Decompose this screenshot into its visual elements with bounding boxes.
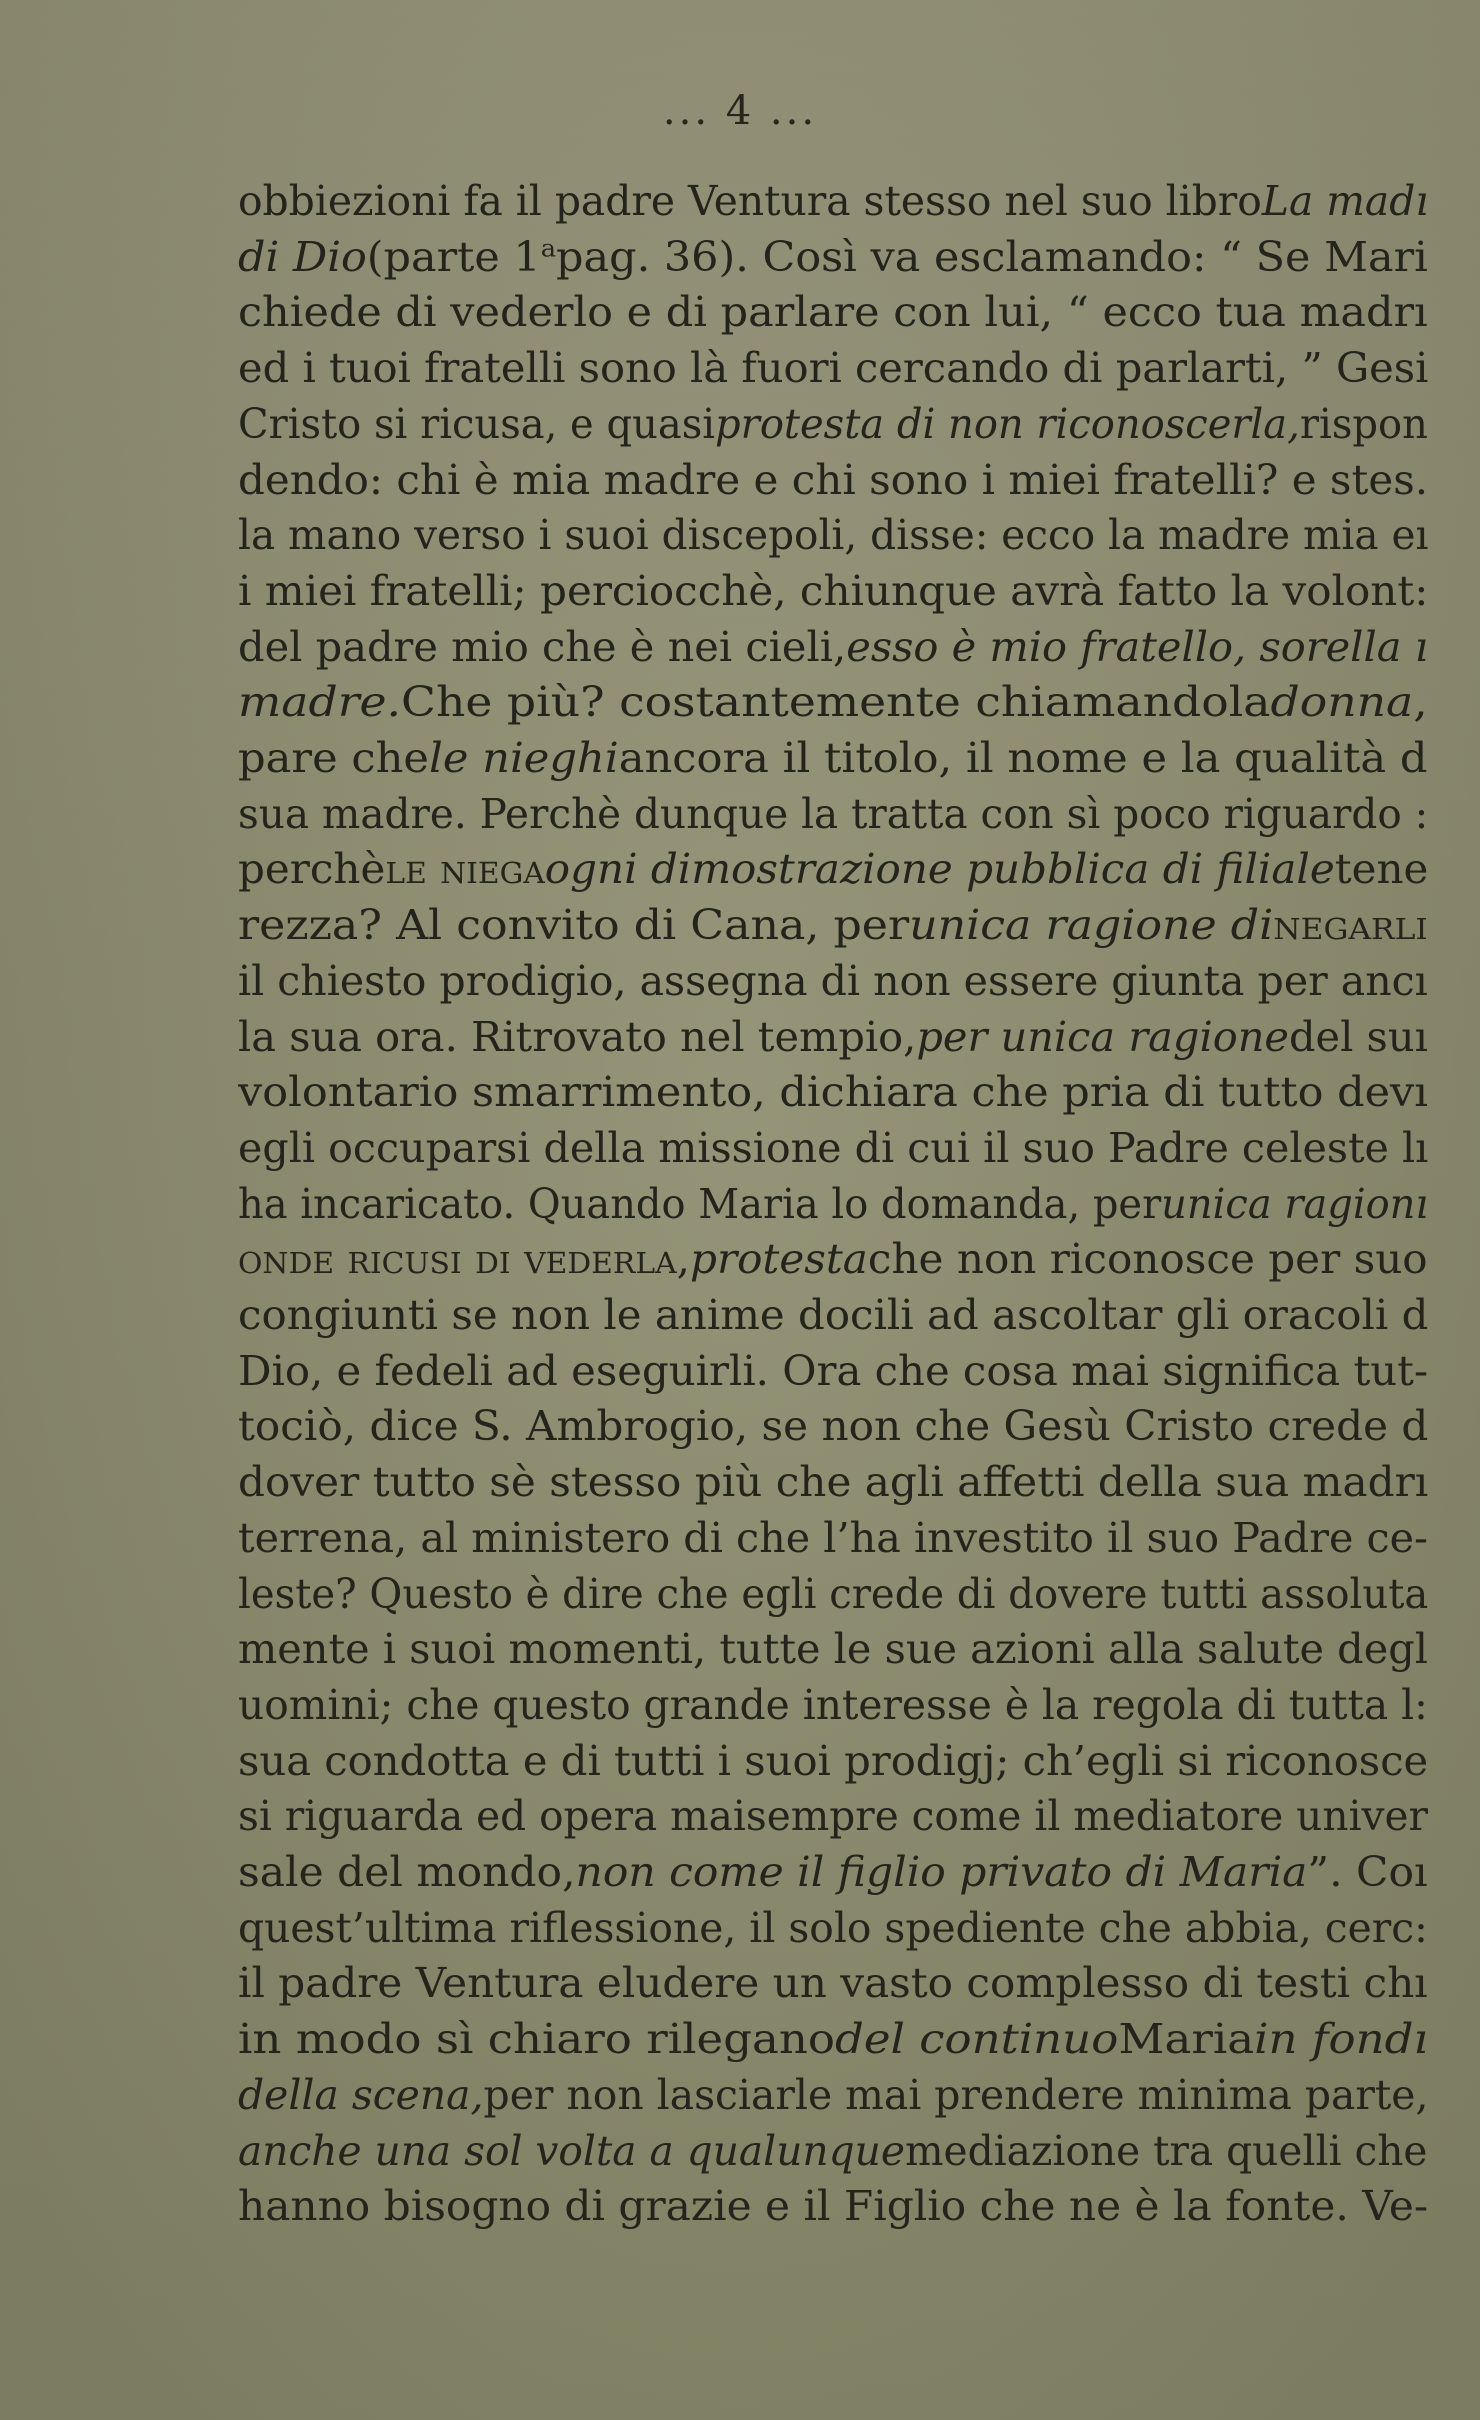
text-line bbox=[238, 1179, 1428, 1229]
italic-text: unica ragione di bbox=[909, 901, 1274, 950]
text-run: mediazione tra quelli che bbox=[904, 2126, 1428, 2175]
text-line bbox=[238, 1513, 1428, 1563]
text-run: mente i suoi momenti, tutte le sue azioni alla salute degl bbox=[238, 1625, 1428, 1674]
text-run: terrena, al ministero di che l’ha investito il suo Padre ce- bbox=[238, 1513, 1428, 1562]
text-run: si riguarda ed opera maisempre come il mediatore univer bbox=[238, 1792, 1428, 1841]
text-line bbox=[238, 232, 1428, 282]
text-line bbox=[238, 1401, 1428, 1451]
italic-text: in fondı bbox=[1254, 2015, 1428, 2064]
text-run: rezza? Al convito di Cana, per bbox=[238, 901, 910, 950]
text-run: in modo sì chiaro rilegano bbox=[238, 2015, 836, 2064]
text-run: dendo: chi è mia madre e chi sono i miei fratelli? e stes. bbox=[238, 455, 1428, 504]
text-line bbox=[238, 1290, 1428, 1340]
text-run: Dio, e fedeli ad eseguirli. Ora che cosa mai significa tut- bbox=[238, 1346, 1428, 1395]
text-run: la mano verso i suoi discepoli, disse: ecco la madre mia eı bbox=[238, 511, 1428, 560]
text-run: Maria bbox=[1118, 2015, 1255, 2064]
text-line bbox=[238, 510, 1428, 560]
italic-text: protesta bbox=[689, 1235, 868, 1284]
text-run: obbiezioni fa il padre Ventura stesso nel suo libro bbox=[238, 177, 1262, 225]
text-line bbox=[238, 1736, 1428, 1786]
text-run: i miei fratelli; perciocchè, chiunque avrà fatto la volont: bbox=[238, 566, 1428, 615]
text-run: rispon bbox=[1299, 399, 1428, 448]
small-caps-text: onde ricusi di vederla, bbox=[238, 1235, 690, 1284]
italic-text: unica ragionı bbox=[1161, 1179, 1428, 1228]
text-line bbox=[238, 1067, 1428, 1117]
text-line bbox=[238, 1569, 1428, 1619]
text-run: dover tutto sè stesso più che agli affetti della sua madrı bbox=[238, 1458, 1428, 1507]
italic-text: di Dio bbox=[238, 232, 367, 281]
text-run: leste? Questo è dire che egli crede di dovere tutti assoluta bbox=[238, 1569, 1428, 1618]
text-run: sua madre. Perchè dunque la tratta con sì poco riguardo : bbox=[238, 789, 1428, 838]
text-run: Cristo si ricusa, e quasi bbox=[238, 399, 716, 448]
superscript-text: a bbox=[540, 233, 557, 263]
text-line bbox=[238, 1680, 1428, 1730]
text-run: per non lasciarle mai prendere minima parte, bbox=[483, 2070, 1428, 2119]
text-run: , bbox=[1413, 678, 1428, 727]
text-line bbox=[238, 1012, 1428, 1062]
text-run: sua condotta e di tutti i suoi prodigj; ch’egli si riconosce bbox=[238, 1736, 1428, 1785]
text-run: del suı bbox=[1288, 1012, 1428, 1061]
text-run: che non riconosce per suo bbox=[867, 1235, 1428, 1284]
text-run: egli occuparsi della missione di cui il suo Padre celeste lı bbox=[238, 1123, 1428, 1172]
italic-text: le nieghi bbox=[429, 734, 619, 782]
text-run: pag. 36). Così va esclamando: “ Se Mari bbox=[556, 232, 1428, 281]
text-run: chiede di vederlo e di parlare con lui, “ ecco tua madrı bbox=[238, 288, 1428, 337]
text-line bbox=[238, 1958, 1428, 2008]
text-run: ha incaricato. Quando Maria lo domanda, per bbox=[238, 1179, 1162, 1228]
text-line bbox=[238, 2181, 1428, 2231]
text-line bbox=[238, 455, 1428, 505]
text-line bbox=[238, 287, 1428, 337]
text-run: il chiesto prodigio, assegna di non essere giunta per ancı bbox=[238, 956, 1428, 1005]
text-line bbox=[238, 1346, 1428, 1396]
text-line bbox=[238, 1791, 1428, 1841]
italic-text: donna bbox=[1270, 678, 1414, 727]
text-line bbox=[238, 1624, 1428, 1674]
text-run: (parte 1 bbox=[366, 232, 541, 281]
text-line bbox=[238, 1847, 1428, 1897]
text-run: uomini; che questo grande interesse è la regola di tutta l: bbox=[238, 1680, 1428, 1729]
text-run: hanno bisogno di grazie e il Figlio che ne è la fonte. Ve- bbox=[238, 2182, 1428, 2231]
text-line bbox=[238, 956, 1428, 1006]
italic-text: non come il figlio privato di Maria bbox=[575, 1848, 1308, 1896]
text-run: pare che bbox=[238, 734, 430, 782]
text-run: il padre Ventura eludere un vasto complesso di testi chı bbox=[238, 1959, 1428, 2008]
text-line bbox=[238, 1457, 1428, 1507]
text-run: quest’ultima riflessione, il solo spediente che abbia, cerc: bbox=[238, 1903, 1428, 1952]
text-line bbox=[238, 399, 1428, 449]
page-number: ... 4 ... bbox=[662, 88, 818, 134]
small-caps-text: le niega bbox=[385, 845, 545, 894]
text-run: congiunti se non le anime docili ad ascoltar gli oracoli d bbox=[238, 1291, 1428, 1339]
text-run: Che più? costantemente chiamandola bbox=[401, 678, 1271, 727]
text-line bbox=[238, 622, 1428, 672]
text-line bbox=[238, 343, 1428, 393]
text-run: sale del mondo, bbox=[238, 1848, 576, 1896]
italic-text: della scena, bbox=[238, 2070, 484, 2119]
text-line bbox=[238, 2070, 1428, 2120]
text-line bbox=[238, 1234, 1428, 1284]
text-line bbox=[238, 176, 1428, 226]
text-line bbox=[238, 733, 1428, 783]
italic-text: anche una sol volta a qualunque bbox=[238, 2126, 905, 2175]
text-run: ancora il titolo, il nome e la qualità d bbox=[618, 734, 1428, 782]
text-run: ed i tuoi fratelli sono là fuori cercando di parlarti, ” Gesi bbox=[238, 344, 1428, 393]
italic-text: protesta di non riconoscerla, bbox=[715, 399, 1300, 448]
italic-text: del continuo bbox=[835, 2015, 1119, 2064]
italic-text: esso è mio fratello, sorella ı bbox=[846, 622, 1428, 671]
text-run: tociò, dice S. Ambrogio, se non che Gesù Cristo crede d bbox=[238, 1402, 1428, 1451]
text-line bbox=[238, 566, 1428, 616]
text-line bbox=[238, 2014, 1428, 2064]
text-run: tene bbox=[1334, 845, 1428, 894]
text-line bbox=[238, 900, 1428, 950]
text-run: ”. Coı bbox=[1307, 1848, 1428, 1896]
text-line bbox=[238, 844, 1428, 894]
text-line bbox=[238, 2126, 1428, 2176]
small-caps-text: negarlı bbox=[1273, 901, 1428, 950]
text-line bbox=[238, 677, 1428, 727]
italic-text: ogni dimostrazione pubblica di filiale bbox=[544, 845, 1335, 894]
italic-text: madre. bbox=[238, 678, 402, 727]
text-line bbox=[238, 789, 1428, 839]
text-line bbox=[238, 1123, 1428, 1173]
italic-text: La madı bbox=[1261, 177, 1428, 225]
text-run: la sua ora. Ritrovato nel tempio, bbox=[238, 1012, 917, 1061]
italic-text: per unica ragione bbox=[916, 1012, 1289, 1061]
text-run: perchè bbox=[238, 845, 386, 894]
text-line bbox=[238, 1903, 1428, 1953]
text-run: volontario smarrimento, dichiara che pria di tutto devı bbox=[238, 1068, 1428, 1117]
text-run: del padre mio che è nei cieli, bbox=[238, 622, 847, 671]
